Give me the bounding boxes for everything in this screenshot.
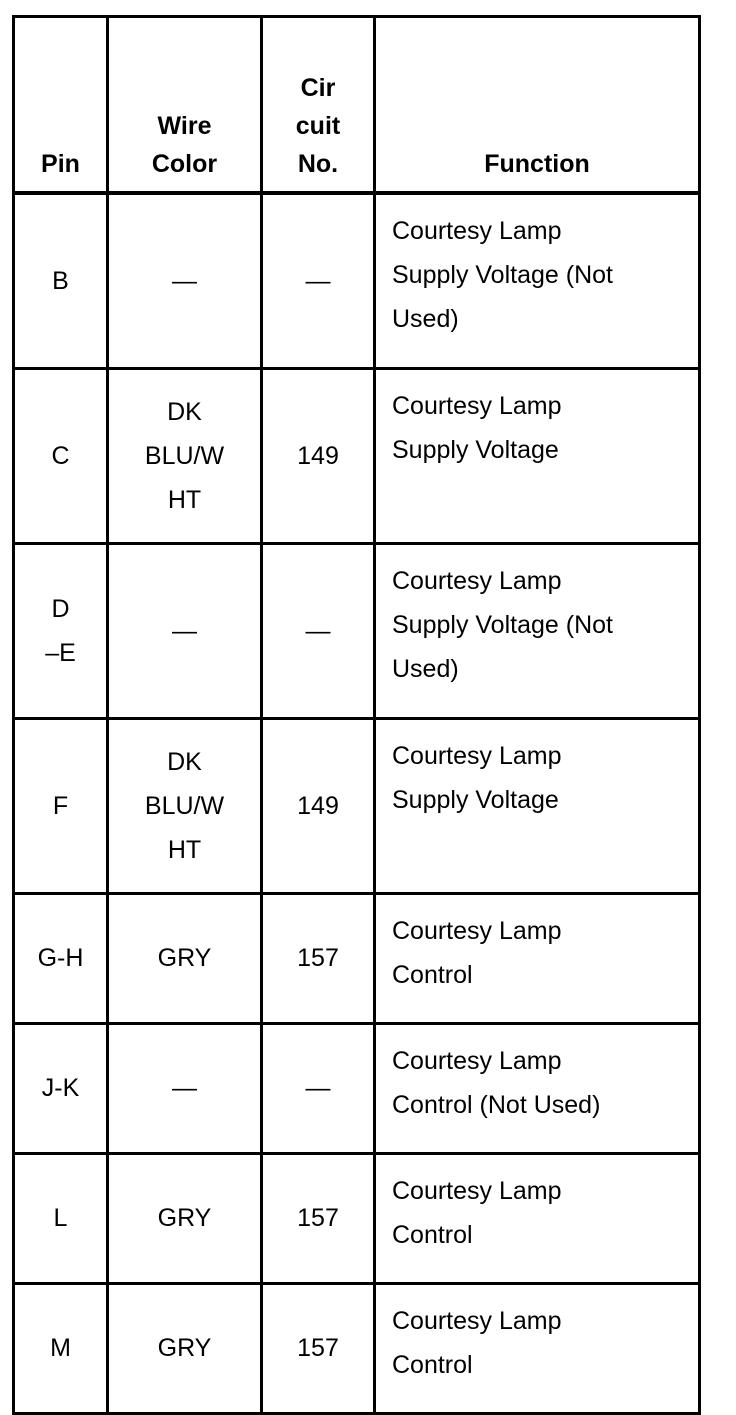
connector-pinout-table xyxy=(12,15,701,1415)
wire-color-cell: GRY xyxy=(108,1283,262,1413)
wire-color-cell: — xyxy=(108,543,262,718)
table-row xyxy=(14,718,700,893)
circuit-no-cell: — xyxy=(262,543,375,718)
pin-cell: C xyxy=(14,368,108,543)
header-circuit-no: Cir cuit No. xyxy=(262,17,375,193)
wire-color-cell: — xyxy=(108,1023,262,1153)
table-row xyxy=(14,543,700,718)
function-cell: Courtesy Lamp Supply Voltage xyxy=(375,718,700,893)
wire-color-cell: DK BLU/W HT xyxy=(108,368,262,543)
pin-cell: M xyxy=(14,1283,108,1413)
wire-color-cell: DK BLU/W HT xyxy=(108,718,262,893)
function-cell: Courtesy Lamp Control xyxy=(375,1153,700,1283)
header-row xyxy=(14,17,700,193)
function-cell: Courtesy Lamp Supply Voltage (Not Used) xyxy=(375,193,700,369)
circuit-no-cell: — xyxy=(262,193,375,369)
function-cell: Courtesy Lamp Control (Not Used) xyxy=(375,1023,700,1153)
header-pin: Pin xyxy=(14,17,108,193)
table-body xyxy=(14,193,700,1414)
circuit-no-cell: — xyxy=(262,1023,375,1153)
circuit-no-cell: 149 xyxy=(262,368,375,543)
pin-cell: B xyxy=(14,193,108,369)
function-cell: Courtesy Lamp Supply Voltage xyxy=(375,368,700,543)
table-row xyxy=(14,368,700,543)
header-function: Function xyxy=(375,17,700,193)
wire-color-cell: — xyxy=(108,193,262,369)
table-row xyxy=(14,1283,700,1413)
table-row xyxy=(14,1153,700,1283)
table-row xyxy=(14,1023,700,1153)
table-row xyxy=(14,193,700,369)
pin-cell: J-K xyxy=(14,1023,108,1153)
circuit-no-cell: 157 xyxy=(262,1153,375,1283)
circuit-no-cell: 149 xyxy=(262,718,375,893)
function-cell: Courtesy Lamp Control xyxy=(375,893,700,1023)
pin-cell: L xyxy=(14,1153,108,1283)
table-header xyxy=(14,17,700,193)
pin-cell: G-H xyxy=(14,893,108,1023)
circuit-no-cell: 157 xyxy=(262,1283,375,1413)
table-row xyxy=(14,893,700,1023)
function-cell: Courtesy Lamp Supply Voltage (Not Used) xyxy=(375,543,700,718)
circuit-no-cell: 157 xyxy=(262,893,375,1023)
pin-cell: D –E xyxy=(14,543,108,718)
function-cell: Courtesy Lamp Control xyxy=(375,1283,700,1413)
wire-color-cell: GRY xyxy=(108,1153,262,1283)
pin-cell: F xyxy=(14,718,108,893)
header-wire-color: Wire Color xyxy=(108,17,262,193)
wire-color-cell: GRY xyxy=(108,893,262,1023)
